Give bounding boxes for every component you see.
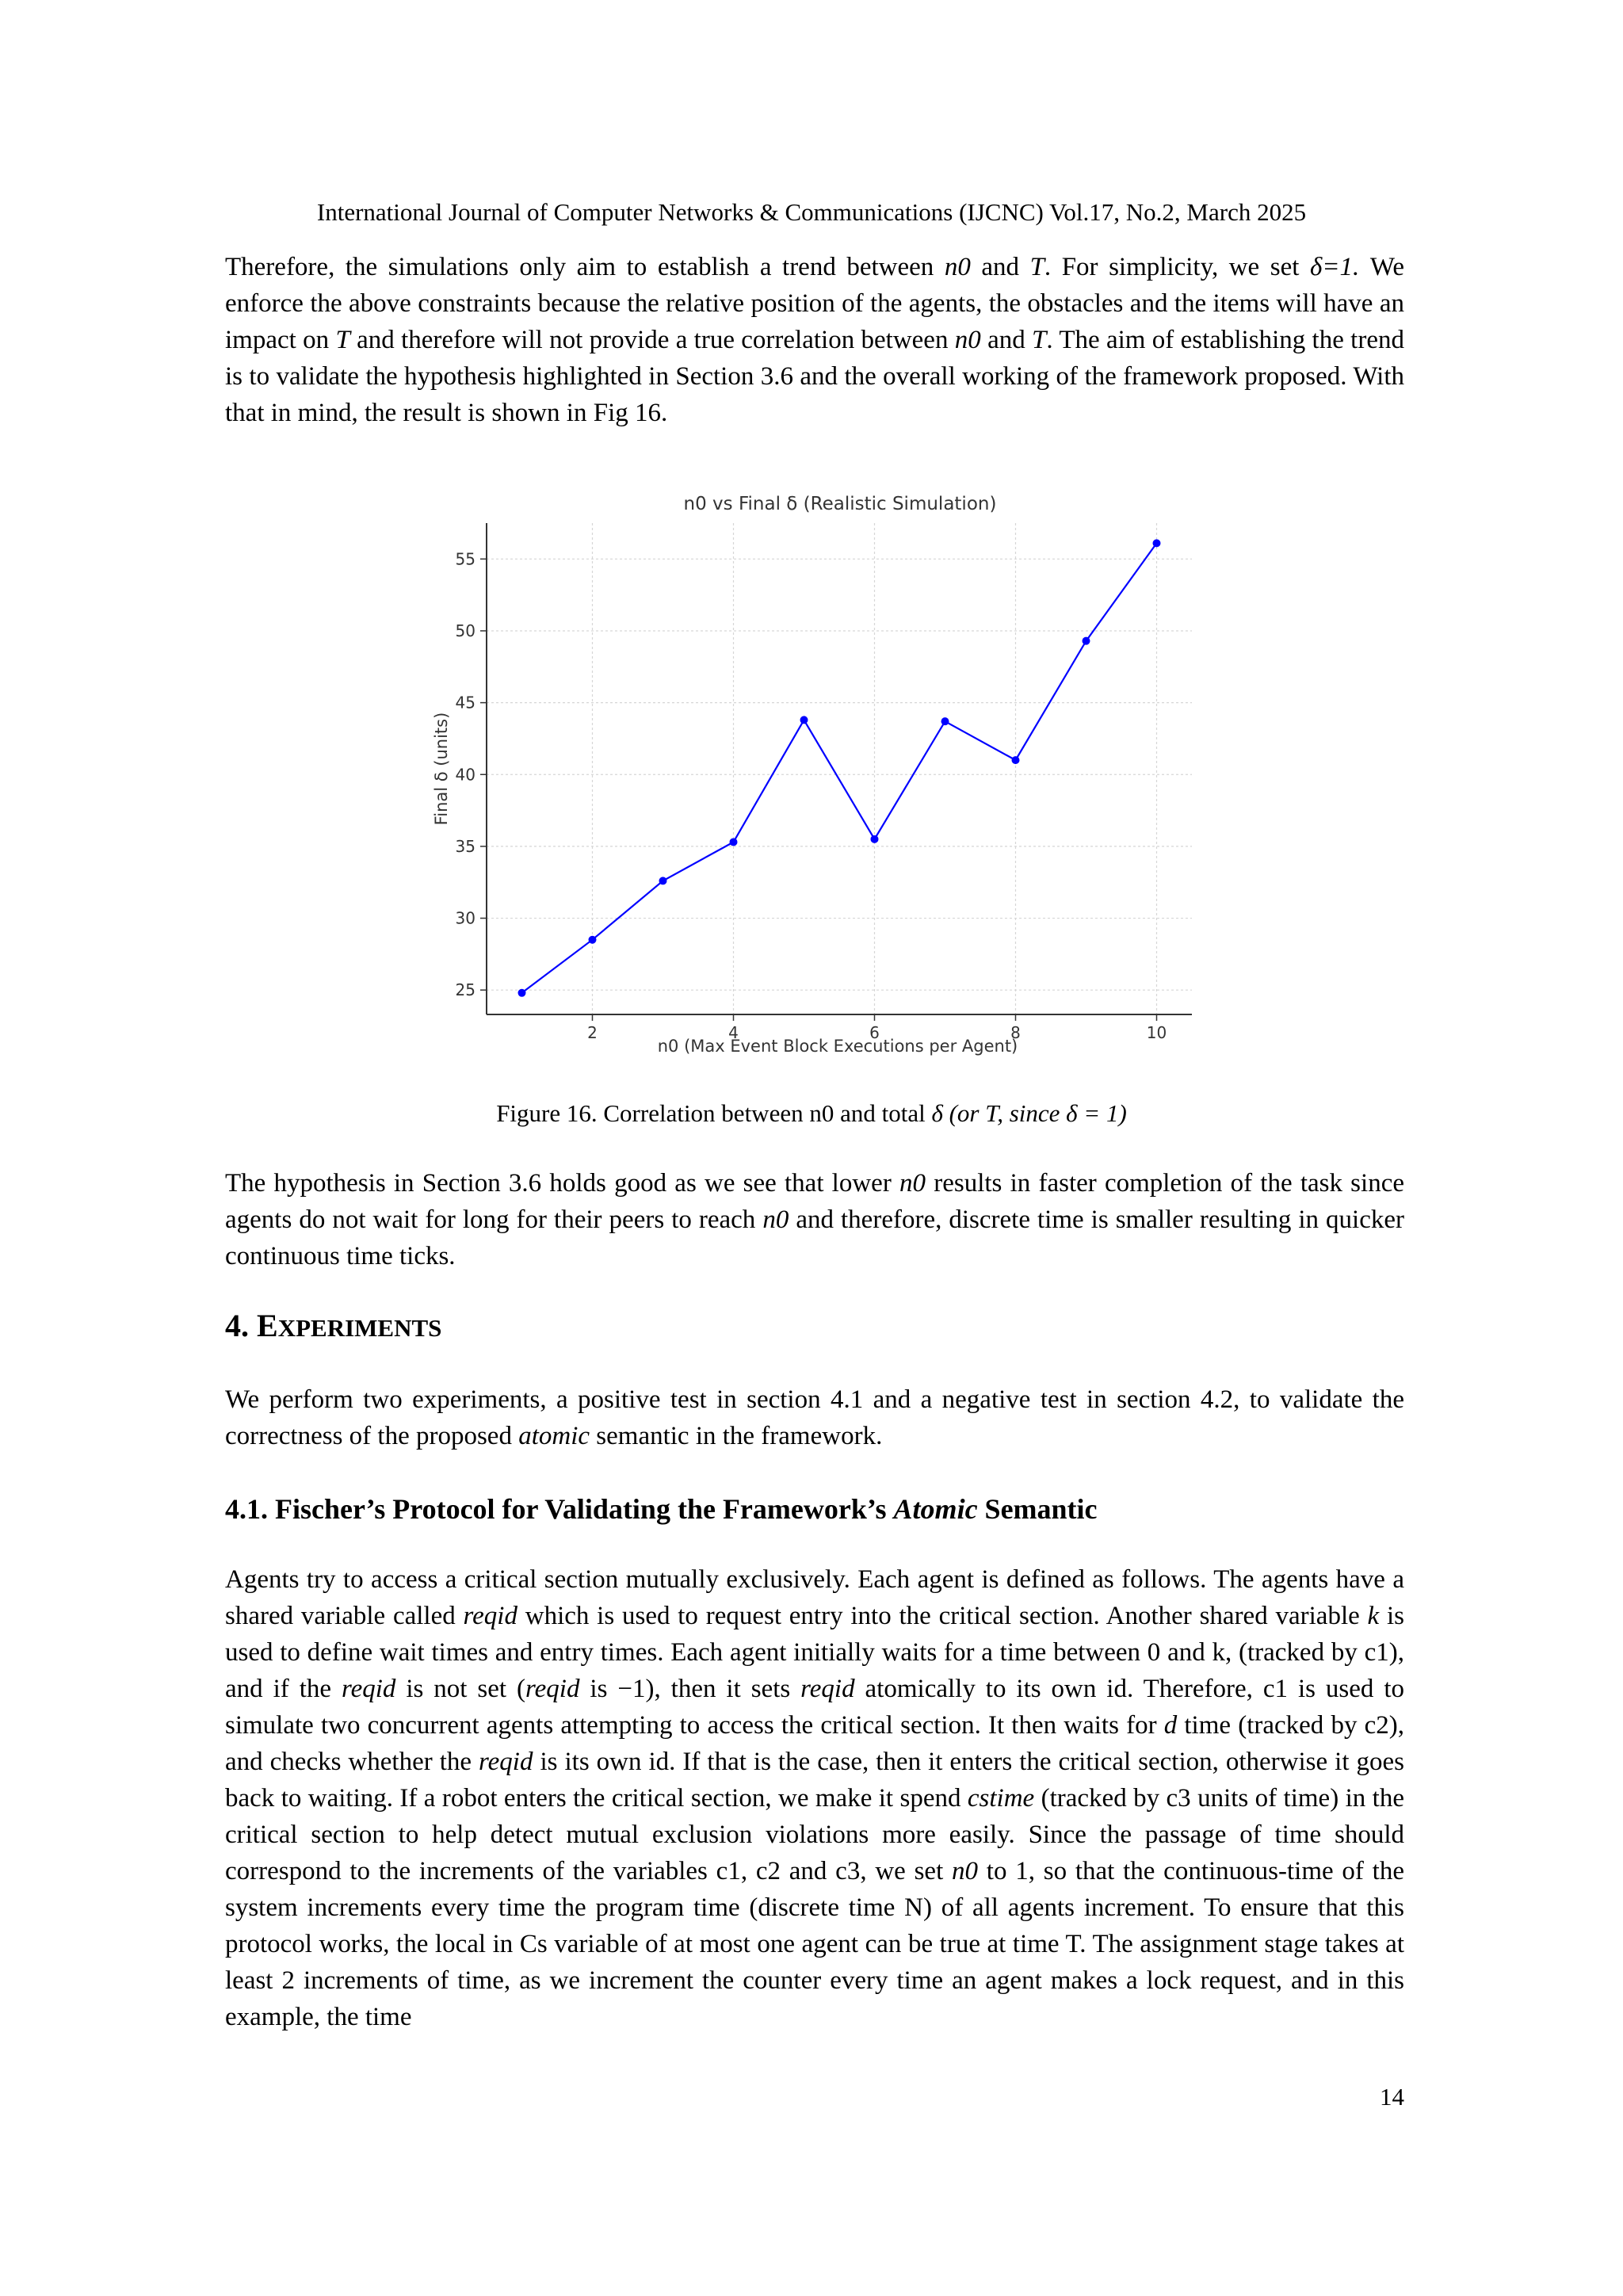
figure-caption: Figure 16. Correlation between n0 and total δ (or T, since δ = 1) — [496, 1099, 1127, 1127]
y-tick-label: 45 — [455, 693, 475, 712]
subsection-heading-fischer: 4.1. Fischer’s Protocol for Validating the Framework’s Atomic Semantic — [225, 1493, 1098, 1525]
x-tick-label: 2 — [587, 1023, 598, 1042]
y-tick-label: 55 — [455, 549, 475, 569]
y-tick-label: 50 — [455, 621, 475, 640]
data-point — [659, 877, 667, 884]
x-tick-label: 6 — [869, 1023, 880, 1042]
y-tick-label: 25 — [455, 980, 475, 1000]
data-point — [941, 717, 949, 725]
x-axis-label: n0 (Max Event Block Executions per Agent) — [657, 1037, 1018, 1056]
journal-header: International Journal of Computer Networks & Communications (IJCNC) Vol.17, No.2, March 2025 — [316, 198, 1307, 226]
figure-16-line-chart — [412, 485, 1211, 1068]
paragraph-fischer-protocol: Agents try to access a critical section mutually exclusively. Each agent is defined as follows. The agents have a shared variable called reqid which is used to request entry into the critical section. Another shared variable k is used to define wait times and entry times. Each agent initially waits for a time between 0 and k, (tracked by c1), and if the reqid is not set (reqid is −1), then it sets reqid atomically to its own id. Therefore, c1 is used to simulate two concurrent agents attempting to access the critical section. It then waits for d time (tracked by c2), and checks whether the reqid is its own id. If that is the case, then it enters the critical section, otherwise it goes back to waiting. If a robot enters the critical section, we make it spend cstime (tracked by c3 units of time) in the critical section to help detect mutual exclusion violations more easily. Since the passage of time should correspond to the increments of the variables c1, c2 and c3, we set n0 to 1, so that the continuous-time of the system increments every time the program time (discrete time N) of all agents increment. To ensure that this protocol works, the local in Cs variable of at most one agent can be true at time T. The assignment stage takes at least 2 increments of time, as we increment the counter every time an agent makes a lock request, and in this example, the time — [225, 1565, 1405, 2031]
data-point — [1012, 756, 1020, 764]
paragraph-hypothesis: The hypothesis in Section 3.6 holds good as we see that lower n0 results in faster completion of the task since agents do not wait for long for their peers to reach n0 and therefore, discrete time is smaller resulting in quicker continuous time ticks. — [225, 1169, 1404, 1270]
data-point — [871, 835, 879, 843]
chart-title: n0 vs Final δ (Realistic Simulation) — [683, 494, 997, 514]
x-tick-label: 4 — [728, 1023, 739, 1042]
data-point — [1153, 539, 1161, 547]
paragraph-experiments-intro: We perform two experiments, a positive test in section 4.1 and a negative test in section 4.2, to validate the correctness of the proposed atomic semantic in the framework. — [225, 1385, 1404, 1450]
y-tick-label: 30 — [455, 908, 475, 928]
x-tick-label: 8 — [1010, 1023, 1021, 1042]
y-tick-label: 40 — [455, 765, 475, 785]
data-point — [589, 936, 597, 944]
data-point — [800, 716, 808, 724]
section-heading-experiments: 4. EXPERIMENTS — [225, 1308, 442, 1343]
data-point — [518, 989, 526, 997]
paragraph-simulation-trend: Therefore, the simulations only aim to establish a trend between n0 and T. For simplicity, we set δ=1. We enforce the above constraints because the relative position of the agents, the obstacles and the items will have an impact on T and therefore will not provide a true correlation between n0 and T. The aim of establishing the trend is to validate the hypothesis highlighted in Section 3.6 and the overall working of the framework proposed. With that in mind, the result is shown in Fig 16. — [225, 253, 1404, 427]
data-point — [730, 838, 738, 846]
y-axis-label: Final δ (units) — [432, 712, 451, 826]
data-point — [1083, 637, 1090, 645]
y-tick-label: 35 — [455, 836, 475, 856]
page-number: 14 — [1380, 2083, 1404, 2111]
x-tick-label: 10 — [1146, 1023, 1167, 1042]
